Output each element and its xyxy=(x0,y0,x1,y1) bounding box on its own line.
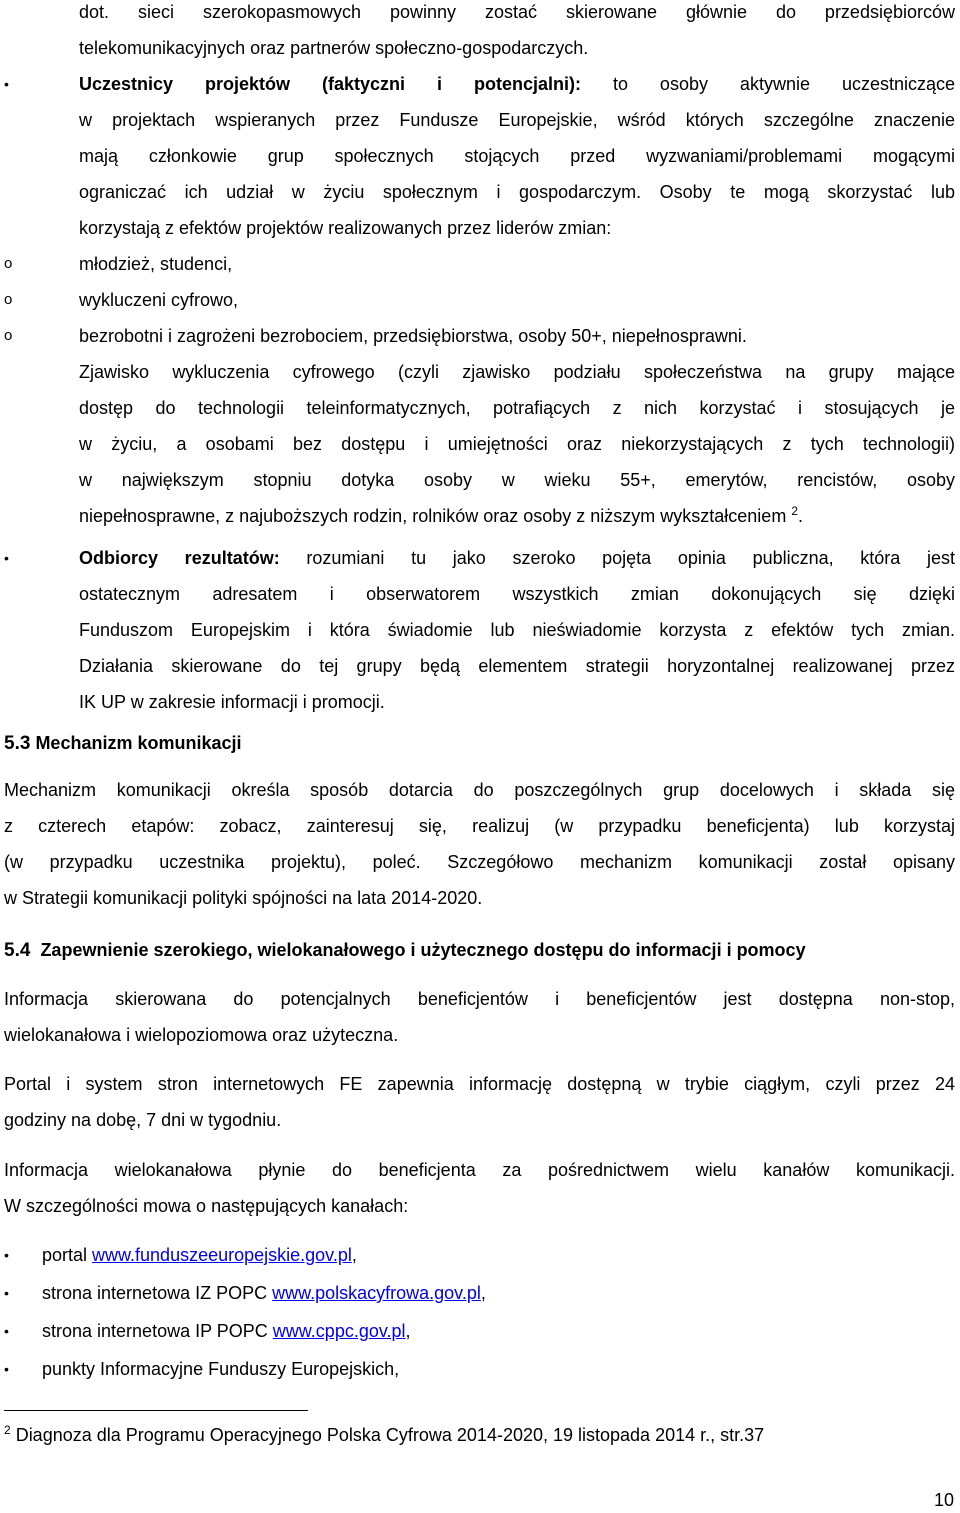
info-line: Informacja wielokanałowa płynie do beneficjenta za pośrednictwem wielu kanałów komunikacji. xyxy=(4,1160,955,1180)
mechanism-line: Mechanizm komunikacji określa sposób dotarcia do poszczególnych grup docelowych i składa się xyxy=(4,780,955,800)
mechanism-line: (w przypadku uczestnika projektu), poleć. Szczegółowo mechanizm komunikacji został opisany xyxy=(4,852,955,872)
channel-item: strona internetowa IP POPC www.cppc.gov.pl, xyxy=(42,1321,411,1341)
mechanism-paragraph xyxy=(4,772,955,916)
channel-link[interactable]: www.funduszeeuropejskie.gov.pl xyxy=(92,1245,352,1265)
mechanism-line: w Strategii komunikacji polityki spójności na lata 2014-2020. xyxy=(4,888,483,908)
participants-line: Uczestnicy projektów (faktyczni i potencjalni): to osoby aktywnie uczestniczące xyxy=(79,74,955,94)
footnote-separator xyxy=(4,1410,308,1411)
intro-paragraph xyxy=(79,0,955,66)
recipients-line: IK UP w zakresie informacji i promocji. xyxy=(79,692,385,712)
recipients-line: ostatecznym adresatem i obserwatorem wszystkich zmian dokonujących się dzięki xyxy=(79,584,955,604)
digital-line: niepełnosprawne, z najuboższych rodzin, rolników oraz osoby z niższym wykształceniem $^2$. xyxy=(79,504,804,526)
footnote xyxy=(4,1420,764,1450)
participants-term: Uczestnicy projektów (faktyczni i potencjalni): xyxy=(79,74,581,94)
bullet-icon: • xyxy=(4,550,9,566)
section-heading-5-3 xyxy=(4,731,242,756)
bullet-icon: • xyxy=(4,1247,9,1263)
digital-line: dostęp do technologii teleinformatycznych, potrafiących z nich korzystać i stosujących je xyxy=(79,398,955,418)
participants-line: korzystają z efektów projektów realizowanych przez liderów zmian: xyxy=(79,218,612,238)
info-paragraph-3 xyxy=(4,1152,955,1224)
sub-item: młodzież, studenci, xyxy=(79,254,233,274)
digital-line: w największym stopniu dotyka osoby w wieku 55+, emerytów, rencistów, osoby xyxy=(79,470,955,490)
recipients-line: Odbiorcy rezultatów: rozumiani tu jako szeroko pojęta opinia publiczna, która jest xyxy=(79,548,955,568)
section-number: 5.4 xyxy=(4,940,31,961)
footnote-number: 2 xyxy=(4,1423,11,1437)
sub-item: bezrobotni i zagrożeni bezrobociem, przedsiębiorstwa, osoby 50+, niepełnosprawni. xyxy=(79,326,747,346)
page-number: 10 xyxy=(933,1490,954,1510)
channel-item: punkty Informacyjne Funduszy Europejskich, xyxy=(42,1359,400,1379)
digital-line: w życiu, a osobami bez dostępu i umiejętności oraz niekorzystających z tych technologii) xyxy=(79,434,955,454)
info-paragraph-2 xyxy=(4,1066,955,1138)
participants-paragraph xyxy=(79,66,955,246)
bullet-icon: • xyxy=(4,76,9,92)
info-line: Informacja skierowana do potencjalnych beneficjentów i beneficjentów jest dostępna non-stop, xyxy=(4,989,955,1009)
intro-line: dot. sieci szerokopasmowych powinny zostać skierowane głównie do przedsiębiorców xyxy=(79,2,955,22)
footnote-reference[interactable]: 2 xyxy=(791,504,799,518)
channel-link[interactable]: www.polskacyfrowa.gov.pl xyxy=(272,1283,481,1303)
section-title: Zapewnienie szerokiego, wielokanałowego i użytecznego dostępu do informacji i pomocy xyxy=(40,940,806,960)
circle-bullet-icon: o xyxy=(4,255,13,272)
channel-item: strona internetowa IZ POPC www.polskacyfrowa.gov.pl, xyxy=(42,1283,486,1303)
circle-bullet-icon: o xyxy=(4,327,13,344)
intro-line: telekomunikacyjnych oraz partnerów społeczno-gospodarczych. xyxy=(79,38,589,58)
channel-link[interactable]: www.cppc.gov.pl xyxy=(272,1321,406,1341)
bullet-icon: • xyxy=(4,1323,9,1339)
bullet-icon: • xyxy=(4,1361,9,1377)
digital-exclusion-paragraph xyxy=(79,354,955,534)
section-number: 5.3 xyxy=(4,733,31,754)
channel-item: portal www.funduszeeuropejskie.gov.pl, xyxy=(42,1245,357,1265)
recipients-term: Odbiorcy rezultatów: xyxy=(79,548,280,568)
recipients-line: Funduszom Europejskim i która świadomie lub nieświadomie korzysta z efektów tych zmian. xyxy=(79,620,955,640)
info-line: W szczególności mowa o następujących kanałach: xyxy=(4,1196,409,1216)
recipients-line: Działania skierowane do tej grupy będą elementem strategii horyzontalnej realizowanej przez xyxy=(79,656,955,676)
digital-line: Zjawisko wykluczenia cyfrowego (czyli zjawisko podziału społeczeństwa na grupy mające xyxy=(79,362,955,382)
info-line: wielokanałowa i wielopoziomowa oraz użyteczna. xyxy=(4,1025,399,1045)
info-line: godziny na dobę, 7 dni w tygodniu. xyxy=(4,1110,282,1130)
info-line: Portal i system stron internetowych FE zapewnia informację dostępną w trybie ciągłym, czyli przez 24 xyxy=(4,1074,955,1094)
participants-line: ograniczać ich udział w życiu społecznym i gospodarczym. Osoby te mogą skorzystać lub xyxy=(79,182,955,202)
footnote-text: Diagnoza dla Programu Operacyjnego Polska Cyfrowa 2014-2020, 19 listopada 2014 r., str.37 xyxy=(10,1425,765,1445)
mechanism-line: z czterech etapów: zobacz, zainteresuj się, realizuj (w przypadku beneficjenta) lub korzystaj xyxy=(4,816,955,836)
section-heading-5-4 xyxy=(4,938,806,963)
recipients-paragraph xyxy=(79,540,955,720)
info-paragraph-1 xyxy=(4,981,955,1053)
sub-item: wykluczeni cyfrowo, xyxy=(79,290,239,310)
bullet-icon: • xyxy=(4,1285,9,1301)
circle-bullet-icon: o xyxy=(4,291,13,308)
participants-line: w projektach wspieranych przez Fundusze Europejskie, wśród których szczególne znaczenie xyxy=(79,110,955,130)
section-title: Mechanizm komunikacji xyxy=(35,733,242,753)
participants-line: mają członkowie grup społecznych stojących przed wyzwaniami/problemami mogącymi xyxy=(79,146,955,166)
